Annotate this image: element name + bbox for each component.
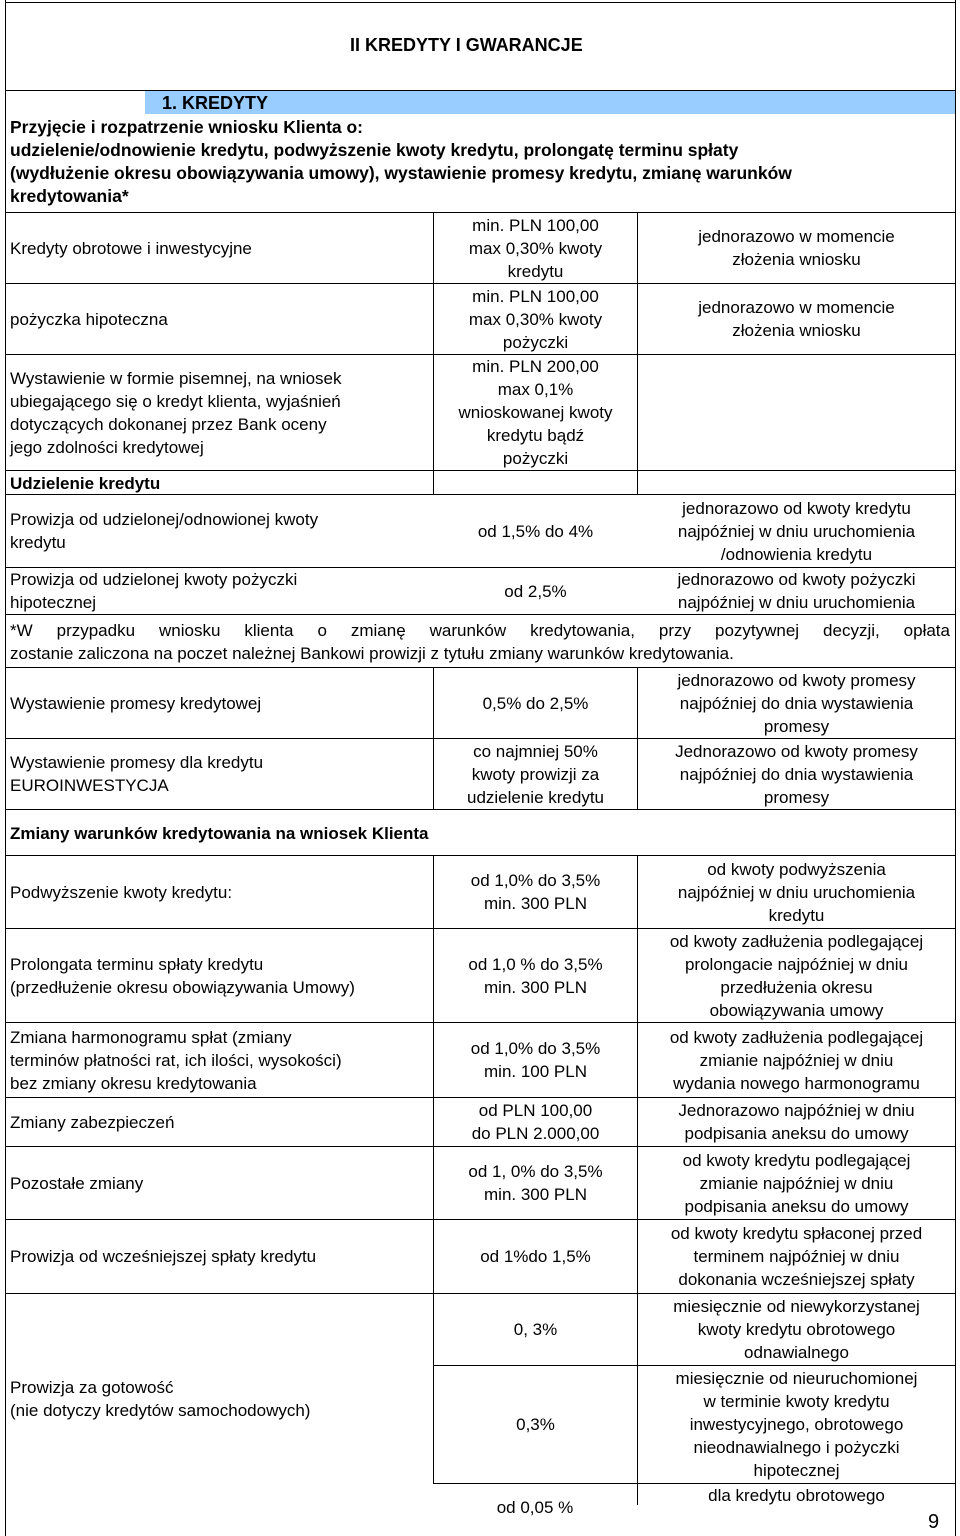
- fee-line: 0,3%: [516, 1415, 555, 1434]
- desc-line: Pozostałe zmiany: [10, 1173, 144, 1193]
- row-fee: [434, 1294, 637, 1365]
- when-line: podpisania aneksu do umowy: [684, 1124, 909, 1143]
- row-fee: [434, 739, 637, 809]
- border-right: [955, 0, 956, 1536]
- row-fee: od 0,05 %: [496, 1498, 574, 1517]
- fee-line: co najmniej 50%: [473, 741, 598, 761]
- row-fee: [434, 355, 637, 470]
- fee-line: od 2,5%: [504, 581, 567, 601]
- when-line: jednorazowo od kwoty kredytu: [682, 498, 911, 518]
- fee-line: kredytu bądź: [486, 426, 585, 445]
- row-fee: [434, 1147, 637, 1219]
- when-line: miesięcznie od niewykorzystanej: [673, 1297, 920, 1316]
- row-fee: [434, 284, 637, 354]
- row-when: [638, 1366, 955, 1483]
- when-line: jednorazowo od kwoty pożyczki: [677, 570, 916, 589]
- row-fee: [434, 495, 637, 567]
- fee-line: kredytu: [507, 261, 564, 281]
- when-line: odnawialnego: [744, 1343, 849, 1362]
- when-line: w terminie kwoty kredytu: [703, 1392, 890, 1411]
- when-line: zmianie najpóźniej w dniu: [699, 1050, 894, 1070]
- when-line: kwoty kredytu obrotowego: [697, 1320, 896, 1339]
- desc-line: hipotecznej: [10, 593, 97, 612]
- desc-line: terminów płatności rat, ich ilości, wysokości): [10, 1050, 342, 1070]
- row-desc: [10, 1220, 430, 1293]
- when-line: inwestycyjnego, obrotowego: [689, 1415, 904, 1434]
- when-line: jednorazowo w momencie: [698, 298, 895, 317]
- fee-line: udzielenie kredytu: [466, 787, 605, 807]
- row-fee: [434, 668, 637, 738]
- when-line: najpóźniej do dnia wystawienia: [679, 693, 914, 713]
- row-when: [638, 284, 955, 354]
- row-when: [638, 1147, 955, 1219]
- row-desc: [10, 1147, 430, 1219]
- when-line: jednorazowo w momencie: [698, 227, 895, 246]
- row-when: [638, 1098, 955, 1146]
- row-fee: [434, 1366, 637, 1483]
- when-line: dokonania wcześniejszej spłaty: [678, 1270, 915, 1289]
- desc-line: dotyczących dokonanej przez Bank oceny: [10, 414, 327, 434]
- table1-rule: [5, 614, 956, 615]
- table1-rule: [5, 470, 956, 471]
- when-line: obowiązywania umowy: [709, 1000, 884, 1020]
- row-desc: [10, 1023, 433, 1097]
- kredyty-intro: [10, 116, 792, 208]
- row-desc: [10, 213, 430, 283]
- when-line: najpóźniej w dniu uruchomienia: [677, 882, 916, 902]
- fee-line: 0,5% do 2,5%: [482, 693, 589, 713]
- fee-line: pożyczki: [502, 449, 569, 468]
- when-line: najpóźniej w dniu uruchomienia: [677, 593, 916, 612]
- when-line: od kwoty kredytu spłaconej przed: [670, 1224, 923, 1243]
- row-when: [638, 739, 955, 809]
- desc-line: Prowizja za gotowość: [10, 1378, 174, 1397]
- row-fee: [434, 1220, 637, 1293]
- row-when: [638, 929, 955, 1022]
- when-line: złożenia wniosku: [732, 250, 861, 269]
- when-line: wydania nowego harmonogramu: [673, 1073, 920, 1093]
- intro-line: kredytowania*: [10, 186, 129, 206]
- row-fee: [434, 856, 637, 928]
- row-desc: [10, 856, 430, 928]
- when-line: nieodnawialnego i pożyczki: [693, 1438, 900, 1457]
- row-when: [638, 1220, 955, 1293]
- fee-line: kwoty prowizji za: [471, 764, 600, 784]
- fee-line: od 1,0% do 3,5%: [470, 871, 601, 890]
- desc-line: kredytu: [10, 533, 66, 552]
- fee-line: min. PLN 100,00: [472, 286, 599, 306]
- when-line: od kwoty podwyższenia: [707, 859, 886, 879]
- desc-line: EUROINWESTYCJA: [10, 776, 169, 795]
- row-when: [638, 668, 955, 738]
- desc-line: Prowizja od wcześniejszej spłaty kredytu: [10, 1247, 317, 1266]
- when-line: zmianie najpóźniej w dniu: [699, 1173, 894, 1193]
- desc-line: Wystawienie w formie pisemnej, na wniosek: [10, 368, 342, 388]
- desc-line: ubiegającego się o kredyt klienta, wyjaśnień: [10, 391, 341, 411]
- fee-line: wnioskowanej kwoty: [458, 403, 613, 422]
- when-line: złożenia wniosku: [732, 321, 861, 340]
- row-when: [638, 568, 955, 614]
- desc-line: (nie dotyczy kredytów samochodowych): [10, 1401, 311, 1420]
- fee-line: min. PLN 100,00: [472, 215, 599, 235]
- fee-line: min. 300 PLN: [484, 1185, 587, 1204]
- desc-line: Zmiany zabezpieczeń: [10, 1112, 175, 1132]
- when-line: miesięcznie od nieuruchomionej: [675, 1369, 918, 1388]
- desc-line: Prowizja od udzielonej kwoty pożyczki: [10, 570, 298, 589]
- fee-line: min. 100 PLN: [484, 1062, 587, 1081]
- intro-line: udzielenie/odnowienie kredytu, podwyższenie kwoty kredytu, prolongatę terminu spłaty: [10, 140, 739, 160]
- when-line: Jednorazowo od kwoty promesy: [675, 741, 918, 761]
- desc-line: jego zdolności kredytowej: [10, 437, 204, 457]
- border-top: [5, 2, 956, 3]
- footnote-line: *W przypadku wniosku klienta o zmianę warunków kredytowania, przy pozytywnej decyzji, opłata: [10, 621, 950, 640]
- fee-line: od 1,5% do 4%: [477, 521, 594, 541]
- row-fee: [434, 929, 637, 1022]
- zmiany-heading: Zmiany warunków kredytowania na wniosek Klienta: [10, 824, 429, 843]
- section-heading-kredyty: 1. KREDYTY: [162, 93, 269, 113]
- desc-line: Prowizja od udzielonej/odnowionej kwoty: [10, 510, 319, 529]
- when-line: przedłużenia okresu: [720, 977, 873, 997]
- when-line: podpisania aneksu do umowy: [684, 1196, 909, 1216]
- desc-line: Podwyższenie kwoty kredytu:: [10, 882, 233, 902]
- when-line: jednorazowo od kwoty promesy: [677, 670, 916, 690]
- when-line: Jednorazowo najpóźniej w dniu: [678, 1101, 915, 1120]
- when-line: /odnowienia kredytu: [720, 544, 873, 564]
- row-desc: [10, 1098, 430, 1146]
- row-desc: [10, 355, 430, 470]
- intro-line: (wydłużenie okresu obowiązywania umowy), wystawienie promesy kredytu, zmianę warunków: [10, 163, 792, 183]
- row-desc: [10, 739, 430, 809]
- page-title: II KREDYTY I GWARANCJE: [350, 35, 583, 55]
- fee-line: min. PLN 200,00: [472, 357, 599, 376]
- row-desc: [10, 929, 435, 1022]
- row-when: [638, 1023, 955, 1097]
- desc-line: pożyczka hipoteczna: [10, 309, 168, 329]
- when-line: najpóźniej w dniu uruchomienia: [677, 521, 916, 541]
- promesy-rule: [5, 809, 956, 810]
- fee-line: od PLN 100,00: [478, 1101, 593, 1120]
- row-desc: [10, 1294, 430, 1504]
- row-desc: [10, 568, 430, 614]
- when-line: promesy: [763, 716, 830, 736]
- desc-line: Kredyty obrotowe i inwestycyjne: [10, 238, 252, 258]
- border-left: [5, 0, 6, 1536]
- footnote: [10, 619, 950, 665]
- row-desc: [10, 284, 430, 354]
- row-desc: [10, 668, 430, 738]
- row-when: [638, 1294, 955, 1365]
- fee-line: max 0,30% kwoty: [468, 238, 603, 258]
- fee-line: min. 300 PLN: [484, 894, 587, 913]
- row-when: dla kredytu obrotowego: [708, 1486, 885, 1505]
- desc-line: Wystawienie promesy dla kredytu: [10, 753, 264, 772]
- desc-line: bez zmiany okresu kredytowania: [10, 1073, 257, 1093]
- fee-line: pożyczki: [502, 332, 569, 352]
- footnote-line: zostanie zaliczona na poczet należnej Bankowi prowizji z tytułu zmiany warunków kredytowania.: [10, 644, 734, 663]
- desc-line: Prolongata terminu spłaty kredytu: [10, 954, 264, 974]
- desc-line: Zmiana harmonogramu spłat (zmiany: [10, 1027, 292, 1047]
- fee-line: max 0,1%: [497, 380, 574, 399]
- intro-line: Przyjęcie i rozpatrzenie wniosku Klienta o:: [10, 117, 364, 137]
- fee-line: do PLN 2.000,00: [471, 1124, 600, 1143]
- when-line: prolongacie najpóźniej w dniu: [684, 954, 909, 974]
- desc-line: (przedłużenie okresu obowiązywania Umowy): [10, 977, 355, 997]
- when-line: kredytu: [768, 905, 825, 925]
- fee-line: od 1, 0% do 3,5%: [468, 1162, 603, 1181]
- row-fee: [434, 1023, 637, 1097]
- fee-line: od 1%do 1,5%: [480, 1247, 591, 1266]
- udzielenie-heading: Udzielenie kredytu: [10, 474, 161, 493]
- page-number: 9: [928, 1511, 940, 1533]
- when-line: od kwoty kredytu podlegającej: [682, 1150, 911, 1170]
- fee-line: max 0,30% kwoty: [468, 309, 603, 329]
- when-line: najpóźniej do dnia wystawienia: [679, 764, 914, 784]
- row-when: [638, 856, 955, 928]
- when-line: hipotecznej: [753, 1461, 840, 1480]
- fee-line: od 1,0% do 3,5%: [470, 1039, 601, 1058]
- row-fee: [434, 1098, 637, 1146]
- when-line: terminem najpóźniej w dniu: [693, 1247, 900, 1266]
- row-fee: [434, 568, 637, 614]
- row-when: [638, 213, 955, 283]
- fee-line: od 1,0 % do 3,5%: [468, 954, 603, 974]
- when-line: promesy: [763, 787, 830, 807]
- when-line: od kwoty zadłużenia podlegającej: [669, 1027, 924, 1047]
- when-line: od kwoty zadłużenia podlegającej: [669, 931, 924, 951]
- row-desc: [10, 495, 430, 567]
- row-fee: [434, 213, 637, 283]
- desc-line: Wystawienie promesy kredytowej: [10, 693, 262, 713]
- fee-line: 0, 3%: [513, 1320, 558, 1339]
- fee-line: min. 300 PLN: [484, 977, 587, 997]
- row-when: [638, 495, 955, 567]
